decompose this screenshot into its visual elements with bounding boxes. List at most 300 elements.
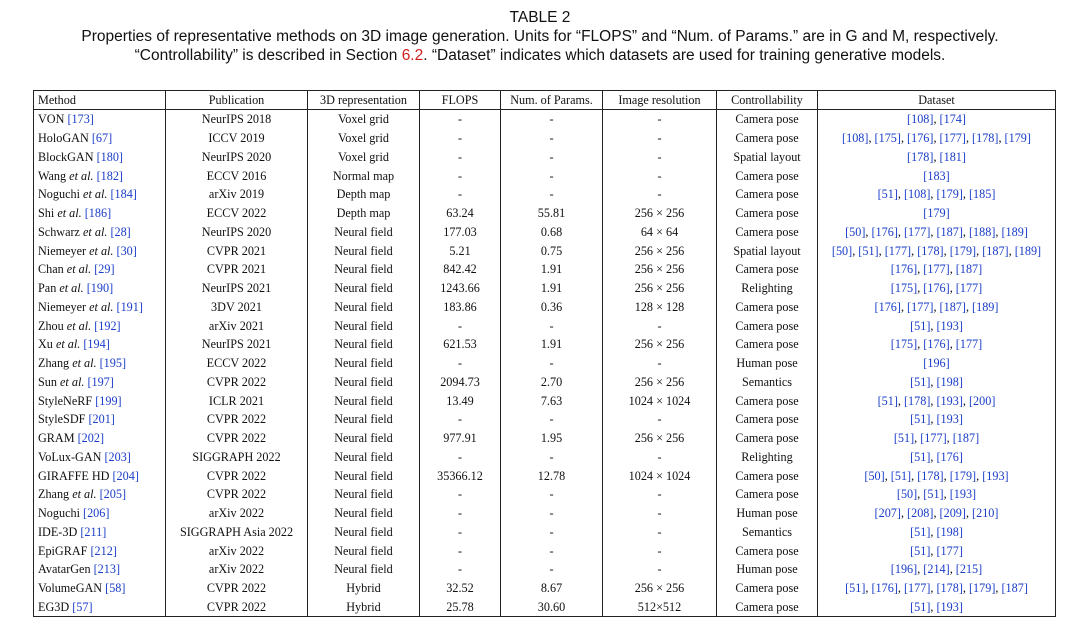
dataset-cell: [51], [176] <box>818 448 1056 467</box>
controllability-cell: Camera pose <box>717 410 818 429</box>
dataset-citation-link[interactable]: [193] <box>936 599 963 614</box>
dataset-citation-link[interactable]: [178] <box>936 581 963 596</box>
method-cell <box>34 129 166 148</box>
publication-cell: NeurIPS 2021 <box>166 279 308 298</box>
method-cell <box>34 523 166 542</box>
params-cell: 12.78 <box>501 466 603 485</box>
params-cell: - <box>501 541 603 560</box>
dataset-citation-link[interactable]: [179] <box>936 187 963 202</box>
representation-cell: Neural field <box>308 316 420 335</box>
et-al-text: et al. <box>69 168 94 183</box>
dataset-citation-link[interactable]: [176] <box>871 224 898 239</box>
resolution-cell: - <box>603 541 717 560</box>
publication-cell: ECCV 2022 <box>166 354 308 373</box>
caption-line-2-pre: “Controllability” is described in Section <box>134 47 402 64</box>
method-name: Wang <box>38 168 67 183</box>
controllability-cell: Relighting <box>717 448 818 467</box>
representation-cell: Voxel grid <box>308 110 420 129</box>
representation-cell: Depth map <box>308 185 420 204</box>
dataset-citation-link[interactable]: [51] <box>877 187 898 202</box>
method-citation-link[interactable]: [211] <box>80 524 107 539</box>
dataset-cell: [175], [176], [177] <box>818 335 1056 354</box>
dataset-citation-link[interactable]: [51] <box>877 393 898 408</box>
table-caption <box>0 8 1080 65</box>
representation-cell: Neural field <box>308 241 420 260</box>
controllability-cell: Spatial layout <box>717 241 818 260</box>
dataset-citation-link[interactable]: [51] <box>910 543 931 558</box>
method-name: Zhang <box>38 356 70 371</box>
dataset-cell: [51], [108], [179], [185] <box>818 185 1056 204</box>
representation-cell: Neural field <box>308 335 420 354</box>
resolution-cell: - <box>603 148 717 167</box>
controllability-cell: Camera pose <box>717 598 818 617</box>
et-al-text: et al. <box>66 262 92 277</box>
dataset-citation-link[interactable]: [176] <box>907 131 934 146</box>
method-name: StyleSDF <box>38 412 86 427</box>
resolution-cell: 256 × 256 <box>603 429 717 448</box>
resolution-cell: - <box>603 354 717 373</box>
controllability-cell: Camera pose <box>717 129 818 148</box>
dataset-citation-link[interactable]: [187] <box>955 262 983 277</box>
et-al-text: et al. <box>60 374 85 389</box>
dataset-citation-link[interactable]: [176] <box>890 262 918 277</box>
params-cell: 1.91 <box>501 279 603 298</box>
dataset-citation-link[interactable]: [189] <box>1014 243 1042 258</box>
method-citation-link[interactable]: [212] <box>90 543 117 558</box>
dataset-citation-link[interactable]: [51] <box>893 431 915 446</box>
flops-cell: - <box>420 129 501 148</box>
dataset-citation-link[interactable]: [50] <box>864 468 885 483</box>
dataset-citation-link[interactable]: [208] <box>907 506 934 521</box>
params-cell: 30.60 <box>501 598 603 617</box>
method-citation-link[interactable]: [195] <box>99 356 127 371</box>
method-cell <box>34 204 166 223</box>
publication-cell: arXiv 2021 <box>166 316 308 335</box>
section-ref-link[interactable]: 6.2 <box>401 47 424 64</box>
method-cell <box>34 298 166 317</box>
dataset-citation-link[interactable]: [209] <box>939 506 966 521</box>
params-cell: - <box>501 523 603 542</box>
method-citation-link[interactable]: [201] <box>88 412 115 427</box>
table-row <box>34 485 1056 504</box>
flops-cell: - <box>420 185 501 204</box>
table-row <box>34 223 1056 242</box>
dataset-cell <box>818 166 1056 185</box>
dataset-citation-link[interactable]: [176] <box>936 449 963 464</box>
controllability-cell: Camera pose <box>717 166 818 185</box>
method-citation-link[interactable]: [29] <box>94 262 115 277</box>
method-citation-link[interactable]: [205] <box>99 487 127 502</box>
representation-cell: Hybrid <box>308 598 420 617</box>
dataset-citation-link[interactable]: [176] <box>874 299 901 314</box>
flops-cell: 977.91 <box>420 429 501 448</box>
dataset-cell: [51], [193] <box>818 316 1056 335</box>
dataset-citation-link[interactable]: [187] <box>952 431 980 446</box>
method-name: IDE-3D <box>38 524 78 539</box>
flops-cell: 25.78 <box>420 598 501 617</box>
method-citation-link[interactable]: [203] <box>104 449 131 464</box>
dataset-citation-link[interactable]: [177] <box>907 299 934 314</box>
dataset-citation-link[interactable]: [193] <box>936 412 963 427</box>
dataset-citation-link[interactable]: [51] <box>910 318 931 333</box>
publication-cell: CVPR 2021 <box>166 241 308 260</box>
method-citation-link[interactable]: [197] <box>87 374 114 389</box>
params-cell: - <box>501 185 603 204</box>
dataset-citation-link[interactable]: [189] <box>1001 224 1028 239</box>
dataset-citation-link[interactable]: [178] <box>917 243 944 258</box>
resolution-cell: - <box>603 110 717 129</box>
et-al-text: et al. <box>72 356 97 371</box>
table-body <box>34 110 1056 617</box>
params-cell: 2.70 <box>501 373 603 392</box>
method-cell <box>34 335 166 354</box>
method-citation-link[interactable]: [191] <box>116 299 143 314</box>
publication-cell: arXiv 2019 <box>166 185 308 204</box>
method-citation-link[interactable]: [57] <box>72 599 93 614</box>
method-cell <box>34 598 166 617</box>
resolution-cell: - <box>603 485 717 504</box>
method-cell <box>34 316 166 335</box>
representation-cell: Hybrid <box>308 579 420 598</box>
resolution-cell: 512×512 <box>603 598 717 617</box>
publication-cell: CVPR 2022 <box>166 485 308 504</box>
representation-cell: Neural field <box>308 354 420 373</box>
method-cell <box>34 373 166 392</box>
flops-cell: 2094.73 <box>420 373 501 392</box>
dataset-cell <box>818 204 1056 223</box>
flops-cell: 842.42 <box>420 260 501 279</box>
controllability-cell: Camera pose <box>717 260 818 279</box>
dataset-citation-link[interactable]: [108] <box>907 112 934 127</box>
flops-cell: 32.52 <box>420 579 501 598</box>
params-cell: - <box>501 110 603 129</box>
table-row <box>34 204 1056 223</box>
method-name: Noguchi <box>38 506 80 521</box>
dataset-citation-link[interactable]: [179] <box>1004 131 1031 146</box>
method-citation-link[interactable]: [206] <box>83 506 110 521</box>
et-al-text: et al. <box>72 487 97 502</box>
params-cell: 0.75 <box>501 241 603 260</box>
dataset-citation-link[interactable]: [108] <box>842 131 869 146</box>
dataset-citation-link[interactable]: [174] <box>939 112 966 127</box>
table-row <box>34 598 1056 617</box>
table-row <box>34 166 1056 185</box>
representation-cell: Neural field <box>308 466 420 485</box>
dataset-cell: [176], [177], [187], [189] <box>818 298 1056 317</box>
method-name: Sun <box>38 374 57 389</box>
dataset-citation-link[interactable]: [176] <box>923 337 950 352</box>
dataset-citation-link[interactable]: [50] <box>845 224 866 239</box>
method-cell <box>34 410 166 429</box>
dataset-citation-link[interactable]: [50] <box>896 487 918 502</box>
dataset-citation-link[interactable]: [51] <box>910 412 931 427</box>
dataset-citation-link[interactable]: [188] <box>969 224 996 239</box>
dataset-cell: [51], [193] <box>818 598 1056 617</box>
representation-cell: Neural field <box>308 523 420 542</box>
dataset-citation-link[interactable]: [177] <box>904 224 931 239</box>
method-cell <box>34 541 166 560</box>
controllability-cell: Camera pose <box>717 579 818 598</box>
table-row <box>34 504 1056 523</box>
publication-cell: 3DV 2021 <box>166 298 308 317</box>
column-header-publication: Publication <box>166 91 308 110</box>
dataset-citation-link[interactable]: [175] <box>890 281 918 296</box>
resolution-cell: 256 × 256 <box>603 335 717 354</box>
et-al-text: et al. <box>83 224 108 239</box>
column-header-controllability: Controllability <box>717 91 818 110</box>
dataset-citation-link[interactable]: [177] <box>923 262 950 277</box>
representation-cell: Neural field <box>308 373 420 392</box>
table-row <box>34 373 1056 392</box>
dataset-citation-link[interactable]: [207] <box>874 506 901 521</box>
controllability-cell: Camera pose <box>717 466 818 485</box>
dataset-citation-link[interactable]: [177] <box>939 131 966 146</box>
controllability-cell: Camera pose <box>717 541 818 560</box>
method-citation-link[interactable]: [180] <box>96 149 123 164</box>
dataset-citation-link[interactable]: [177] <box>904 581 931 596</box>
dataset-cell: [51], [198] <box>818 373 1056 392</box>
caption-line-2 <box>0 46 1080 65</box>
method-cell <box>34 185 166 204</box>
method-citation-link[interactable]: [67] <box>91 131 113 146</box>
controllability-cell: Human pose <box>717 504 818 523</box>
resolution-cell: 1024 × 1024 <box>603 391 717 410</box>
params-cell: - <box>501 354 603 373</box>
dataset-citation-link[interactable]: [108] <box>904 187 931 202</box>
table-row <box>34 579 1056 598</box>
publication-cell: ECCV 2016 <box>166 166 308 185</box>
dataset-citation-link[interactable]: [193] <box>936 318 963 333</box>
dataset-cell: [51], [177] <box>818 541 1056 560</box>
method-citation-link[interactable]: [58] <box>105 581 126 596</box>
dataset-citation-link[interactable]: [181] <box>939 149 966 164</box>
table-row <box>34 466 1056 485</box>
dataset-citation-link[interactable]: [178] <box>917 468 944 483</box>
dataset-citation-link[interactable]: [50] <box>831 243 853 258</box>
dataset-citation-link[interactable]: [51] <box>923 487 944 502</box>
method-name: Niemeyer <box>38 243 87 258</box>
representation-cell: Neural field <box>308 223 420 242</box>
column-header-params: Num. of Params. <box>501 91 603 110</box>
publication-cell: NeurIPS 2020 <box>166 148 308 167</box>
method-citation-link[interactable]: [202] <box>77 431 105 446</box>
representation-cell: Neural field <box>308 485 420 504</box>
flops-cell: 63.24 <box>420 204 501 223</box>
dataset-citation-link[interactable]: [185] <box>969 187 996 202</box>
method-citation-link[interactable]: [199] <box>95 393 122 408</box>
dataset-cell: [51], [193] <box>818 410 1056 429</box>
params-cell: - <box>501 166 603 185</box>
method-cell <box>34 466 166 485</box>
dataset-cell: [51], [198] <box>818 523 1056 542</box>
method-cell <box>34 560 166 579</box>
method-citation-link[interactable]: [182] <box>96 168 123 183</box>
dataset-citation-link[interactable]: [176] <box>923 281 950 296</box>
table-header-row <box>34 91 1056 110</box>
publication-cell: NeurIPS 2020 <box>166 223 308 242</box>
controllability-cell: Camera pose <box>717 223 818 242</box>
publication-cell: CVPR 2021 <box>166 260 308 279</box>
method-name: Niemeyer <box>38 299 87 314</box>
dataset-citation-link[interactable]: [51] <box>910 374 931 389</box>
params-cell: - <box>501 410 603 429</box>
dataset-citation-link[interactable]: [179] <box>923 206 950 221</box>
method-name: AvatarGen <box>38 562 91 577</box>
method-name: Zhang <box>38 487 70 502</box>
dataset-citation-link[interactable]: [51] <box>910 599 931 614</box>
params-cell: 0.36 <box>501 298 603 317</box>
controllability-cell: Human pose <box>717 354 818 373</box>
dataset-citation-link[interactable]: [187] <box>982 243 1009 258</box>
flops-cell: - <box>420 523 501 542</box>
method-name: BlockGAN <box>38 149 94 164</box>
dataset-cell: [50], [176], [177], [187], [188], [189] <box>818 223 1056 242</box>
dataset-citation-link[interactable]: [176] <box>871 581 898 596</box>
representation-cell: Voxel grid <box>308 148 420 167</box>
dataset-citation-link[interactable]: [175] <box>874 131 901 146</box>
column-header-dataset: Dataset <box>818 91 1056 110</box>
table-row <box>34 110 1056 129</box>
resolution-cell: 64 × 64 <box>603 223 717 242</box>
table-row <box>34 354 1056 373</box>
dataset-citation-link[interactable]: [177] <box>955 281 983 296</box>
dataset-citation-link[interactable]: [177] <box>955 337 983 352</box>
resolution-cell: - <box>603 129 717 148</box>
flops-cell: - <box>420 448 501 467</box>
resolution-cell: 256 × 256 <box>603 579 717 598</box>
table-row <box>34 185 1056 204</box>
dataset-citation-link[interactable]: [214] <box>923 562 950 577</box>
dataset-citation-link[interactable]: [187] <box>1001 581 1028 596</box>
column-header-representation: 3D representation <box>308 91 420 110</box>
table-row <box>34 260 1056 279</box>
dataset-citation-link[interactable]: [177] <box>936 543 963 558</box>
resolution-cell: 256 × 256 <box>603 373 717 392</box>
publication-cell: arXiv 2022 <box>166 541 308 560</box>
controllability-cell: Camera pose <box>717 391 818 410</box>
method-cell <box>34 110 166 129</box>
et-al-text: et al. <box>55 337 81 352</box>
dataset-citation-link[interactable]: [210] <box>972 506 999 521</box>
representation-cell: Voxel grid <box>308 129 420 148</box>
table-row <box>34 148 1056 167</box>
dataset-citation-link[interactable]: [200] <box>969 393 996 408</box>
dataset-citation-link[interactable]: [183] <box>923 168 950 183</box>
dataset-citation-link[interactable]: [196] <box>890 562 918 577</box>
dataset-citation-link[interactable]: [189] <box>972 299 999 314</box>
representation-cell: Neural field <box>308 448 420 467</box>
flops-cell: 177.03 <box>420 223 501 242</box>
dataset-citation-link[interactable]: [177] <box>920 431 947 446</box>
dataset-cell: [178], [181] <box>818 148 1056 167</box>
dataset-citation-link[interactable]: [51] <box>910 449 931 464</box>
dataset-citation-link[interactable]: [215] <box>955 562 983 577</box>
dataset-citation-link[interactable]: [175] <box>890 337 918 352</box>
method-cell <box>34 241 166 260</box>
method-name: Xu <box>38 337 53 352</box>
method-cell <box>34 448 166 467</box>
dataset-cell: [51], [178], [193], [200] <box>818 391 1056 410</box>
dataset-cell: [108], [175], [176], [177], [178], [179] <box>818 129 1056 148</box>
dataset-citation-link[interactable]: [179] <box>949 243 977 258</box>
method-citation-link[interactable]: [194] <box>83 337 110 352</box>
dataset-citation-link[interactable]: [196] <box>923 356 950 371</box>
method-name: Shi <box>38 206 55 221</box>
table-row <box>34 241 1056 260</box>
method-citation-link[interactable]: [190] <box>86 281 114 296</box>
publication-cell: SIGGRAPH Asia 2022 <box>166 523 308 542</box>
et-al-text: et al. <box>83 187 108 202</box>
dataset-citation-link[interactable]: [187] <box>936 224 963 239</box>
dataset-citation-link[interactable]: [178] <box>907 149 934 164</box>
resolution-cell: - <box>603 410 717 429</box>
method-citation-link[interactable]: [186] <box>84 206 112 221</box>
representation-cell: Neural field <box>308 298 420 317</box>
flops-cell: - <box>420 166 501 185</box>
column-header-method: Method <box>34 91 166 110</box>
dataset-citation-link[interactable]: [51] <box>845 581 866 596</box>
table-row <box>34 391 1056 410</box>
dataset-citation-link[interactable]: [193] <box>982 468 1009 483</box>
publication-cell: CVPR 2022 <box>166 579 308 598</box>
dataset-citation-link[interactable]: [187] <box>939 299 966 314</box>
dataset-citation-link[interactable]: [198] <box>936 524 963 539</box>
method-citation-link[interactable]: [213] <box>93 562 121 577</box>
dataset-citation-link[interactable]: [51] <box>890 468 912 483</box>
representation-cell: Neural field <box>308 260 420 279</box>
method-citation-link[interactable]: [184] <box>110 187 137 202</box>
method-citation-link[interactable]: [173] <box>67 112 94 127</box>
dataset-citation-link[interactable]: [51] <box>858 243 879 258</box>
controllability-cell: Camera pose <box>717 185 818 204</box>
dataset-cell: [50], [51], [193] <box>818 485 1056 504</box>
controllability-cell: Semantics <box>717 373 818 392</box>
publication-cell: CVPR 2022 <box>166 373 308 392</box>
dataset-citation-link[interactable]: [179] <box>969 581 996 596</box>
method-citation-link[interactable]: [204] <box>112 468 139 483</box>
method-cell <box>34 354 166 373</box>
dataset-cell <box>818 354 1056 373</box>
flops-cell: - <box>420 560 501 579</box>
resolution-cell: 256 × 256 <box>603 260 717 279</box>
dataset-citation-link[interactable]: [177] <box>884 243 912 258</box>
params-cell: 8.67 <box>501 579 603 598</box>
method-name: HoloGAN <box>38 131 89 146</box>
dataset-citation-link[interactable]: [51] <box>910 524 931 539</box>
method-citation-link[interactable]: [192] <box>94 318 121 333</box>
method-name: Pan <box>38 281 57 296</box>
dataset-citation-link[interactable]: [198] <box>936 374 963 389</box>
controllability-cell: Camera pose <box>717 298 818 317</box>
dataset-citation-link[interactable]: [178] <box>904 393 931 408</box>
column-header-flops: FLOPS <box>420 91 501 110</box>
flops-cell: 35366.12 <box>420 466 501 485</box>
method-cell <box>34 485 166 504</box>
params-cell: - <box>501 148 603 167</box>
representation-cell: Neural field <box>308 504 420 523</box>
caption-line-1: Properties of representative methods on 3D image generation. Units for “FLOPS” and “Num. of Params.” are in G and M, respectively. <box>81 28 999 45</box>
method-citation-link[interactable]: [30] <box>116 243 137 258</box>
resolution-cell: - <box>603 523 717 542</box>
dataset-citation-link[interactable]: [178] <box>972 131 999 146</box>
controllability-cell: Spatial layout <box>717 148 818 167</box>
method-name: Zhou <box>38 318 64 333</box>
method-citation-link[interactable]: [28] <box>110 224 131 239</box>
dataset-citation-link[interactable]: [179] <box>949 468 977 483</box>
dataset-citation-link[interactable]: [193] <box>949 487 977 502</box>
et-al-text: et al. <box>57 206 82 221</box>
dataset-citation-link[interactable]: [193] <box>936 393 963 408</box>
